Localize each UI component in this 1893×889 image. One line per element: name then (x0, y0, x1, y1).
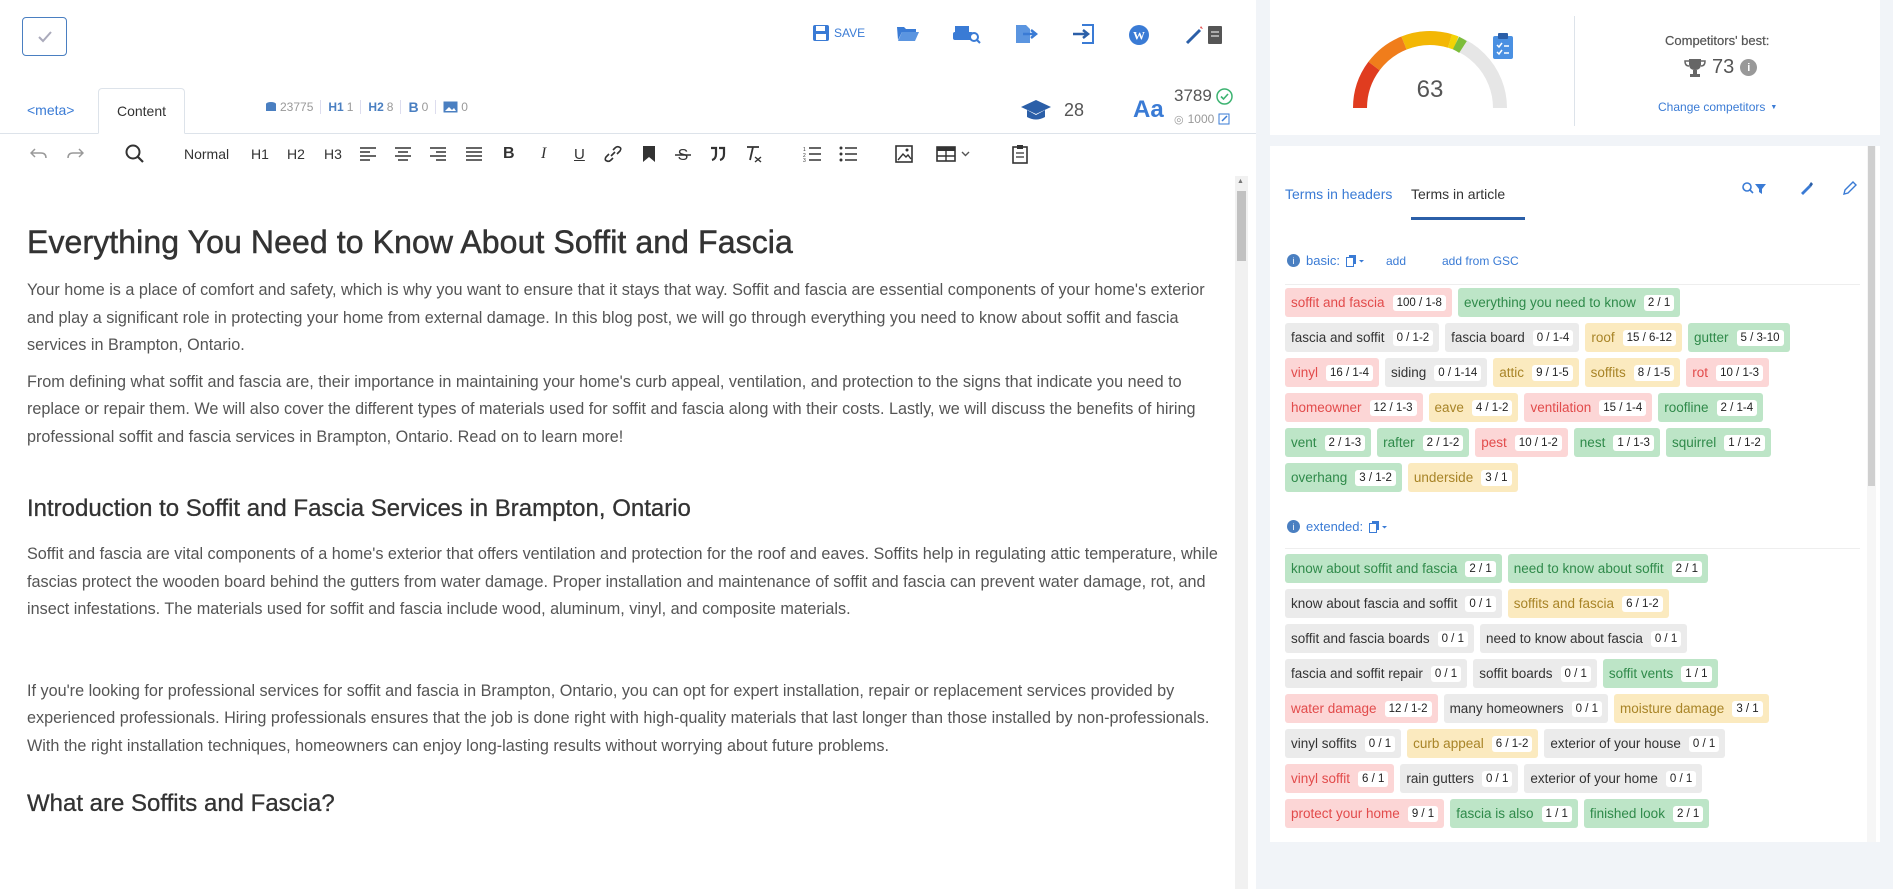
paragraph[interactable]: Soffit and fascia are vital components of a home's exterior that offers ventilation and protection for the roof and eaves. Soffits help in regulating attic temperature, while fascias protect the wooden board behind the gutters from water damage. Proper installation and maintenance of soffit and fascia can prevent water damage, rot, and insect infestations. The materials used for soffit and fascia include wood, aluminum, vinyl, and composite materials. (27, 545, 1218, 618)
term-chip[interactable] (1407, 729, 1538, 758)
term-text: soffit vents (1608, 666, 1674, 681)
h1-count: H1 1 (321, 100, 361, 114)
term-chip[interactable] (1400, 764, 1518, 793)
database-icon (265, 101, 277, 113)
undo-icon[interactable] (30, 144, 48, 164)
term-text: homeowner (1291, 400, 1362, 415)
term-chip[interactable] (1658, 393, 1763, 422)
term-chip[interactable] (1285, 659, 1467, 688)
term-chip[interactable] (1585, 358, 1681, 387)
term-chip[interactable] (1285, 288, 1452, 317)
target-icon: ◎ (1174, 113, 1184, 126)
term-count: 0 / 1 (1431, 666, 1461, 682)
term-chip[interactable] (1285, 393, 1423, 422)
term-chip[interactable] (1585, 323, 1682, 352)
term-chip[interactable] (1285, 729, 1401, 758)
image-icon (443, 101, 458, 113)
term-count: 8 / 1-5 (1634, 365, 1675, 381)
term-count: 3 / 1 (1481, 470, 1511, 486)
bullet-list-icon[interactable] (839, 144, 857, 164)
term-chip[interactable] (1458, 288, 1680, 317)
term-count: 9 / 1 (1408, 806, 1438, 822)
term-text: exterior of your home (1530, 771, 1658, 786)
style-h2[interactable]: H2 (287, 146, 305, 162)
table-icon[interactable] (936, 144, 972, 164)
term-count: 0 / 1 (1365, 736, 1395, 752)
term-chip[interactable] (1285, 589, 1502, 618)
term-text: water damage (1291, 701, 1377, 716)
link-icon[interactable] (604, 144, 622, 164)
term-chip[interactable] (1686, 358, 1769, 387)
highlighter-icon[interactable] (1798, 180, 1814, 196)
term-text: moisture damage (1620, 701, 1725, 716)
term-text: eave (1434, 400, 1464, 415)
term-count: 12 / 1-3 (1370, 400, 1417, 416)
editor-scrollbar[interactable] (1235, 176, 1248, 889)
term-count: 6 / 1 (1358, 771, 1388, 787)
save-icon (812, 24, 830, 42)
search-icon[interactable] (124, 144, 146, 164)
term-chip[interactable] (1524, 393, 1652, 422)
term-chip[interactable] (1475, 428, 1568, 457)
basic-section-header: i basic: add add from GSC (1287, 253, 1519, 268)
education-score: 28 (1020, 98, 1084, 122)
empty-paragraph[interactable] (27, 633, 1222, 669)
term-chip[interactable] (1408, 463, 1518, 492)
term-text: know about soffit and fascia (1291, 561, 1458, 576)
term-text: soffits (1590, 365, 1626, 380)
term-count: 1 / 1-2 (1724, 435, 1765, 451)
info-icon[interactable]: i (1287, 520, 1300, 533)
style-normal[interactable]: Normal (184, 146, 230, 162)
add-button[interactable]: add (1385, 253, 1406, 268)
extended-section-header: i extended: (1287, 519, 1389, 534)
term-chip[interactable] (1544, 729, 1725, 758)
term-text: rafter (1383, 435, 1415, 450)
term-text: fascia and soffit (1291, 330, 1385, 345)
term-count: 0 / 1-14 (1434, 365, 1481, 381)
info-icon[interactable]: i (1287, 254, 1300, 267)
term-chip[interactable] (1614, 694, 1769, 723)
term-text: curb appeal (1413, 736, 1484, 751)
term-text: fascia is also (1456, 806, 1534, 821)
style-h1[interactable]: H1 (251, 146, 269, 162)
term-text: soffit boards (1479, 666, 1553, 681)
term-count: 6 / 1-2 (1622, 596, 1663, 612)
scrollbar-thumb[interactable] (1237, 191, 1246, 261)
paragraph[interactable]: Your home is a place of comfort and safety, which is why you want to ensure that it stays that way. Soffit and fascia are essential components of your home's exterior and play a significant role in protecting your home from external damage. In this blog post, we will go through everything you need to know about soffit and fascia services in Brampton, Ontario. (27, 281, 1205, 354)
term-text: soffit and fascia boards (1291, 631, 1430, 646)
term-count: 2 / 1-2 (1423, 435, 1464, 451)
term-chip[interactable] (1285, 463, 1402, 492)
magic-doc-button[interactable] (1184, 24, 1226, 46)
svg-text:W: W (1133, 28, 1145, 43)
term-text: rain gutters (1406, 771, 1474, 786)
basic-terms-list (1285, 288, 1845, 498)
folder-open-icon (896, 24, 920, 42)
term-chip[interactable] (1493, 358, 1578, 387)
term-count: 2 / 1-4 (1717, 400, 1758, 416)
scrollbar-thumb[interactable] (1868, 146, 1875, 486)
term-text: exterior of your house (1550, 736, 1681, 751)
term-text: roofline (1664, 400, 1709, 415)
pencil-icon[interactable] (1842, 180, 1858, 196)
term-count: 3 / 1-2 (1355, 470, 1396, 486)
content-stats (258, 100, 475, 114)
heading-2[interactable]: What are Soffits and Fascia? (27, 790, 335, 817)
term-text: overhang (1291, 470, 1348, 485)
import-icon (1072, 24, 1096, 44)
term-text: many homeowners (1449, 701, 1564, 716)
style-h3[interactable]: H3 (324, 146, 342, 162)
term-count: 4 / 1-2 (1472, 400, 1513, 416)
term-count: 5 / 3-10 (1737, 330, 1784, 346)
term-chip[interactable] (1666, 428, 1771, 457)
editor-header (0, 0, 1256, 134)
align-center-icon[interactable] (395, 144, 411, 164)
import-button[interactable] (1072, 24, 1096, 44)
term-chip[interactable] (1285, 764, 1394, 793)
term-count: 0 / 1 (1438, 631, 1468, 647)
italic-button[interactable]: I (541, 145, 547, 162)
graduation-cap-icon (1020, 98, 1052, 122)
svg-text:S: S (677, 147, 689, 164)
term-text: attic (1499, 365, 1525, 380)
term-text: nest (1579, 435, 1606, 450)
bookmark-icon[interactable] (642, 144, 656, 164)
term-chip[interactable] (1429, 393, 1519, 422)
wordpress-icon (1128, 24, 1150, 46)
typography-icon[interactable]: Aa (1133, 96, 1164, 123)
term-text: underside (1413, 470, 1474, 485)
divider (1285, 548, 1860, 549)
check-icon (38, 31, 52, 43)
heading-2[interactable]: Introduction to Soffit and Fascia Services in Brampton, Ontario (27, 495, 691, 522)
magic-doc-icon (1184, 24, 1226, 46)
quote-icon[interactable] (710, 144, 726, 164)
term-text: vent (1291, 435, 1317, 450)
term-count: 0 / 1 (1465, 596, 1495, 612)
term-count: 0 / 1-4 (1533, 330, 1574, 346)
search-filter-icon[interactable] (1742, 182, 1768, 196)
term-count: 10 / 1-2 (1515, 435, 1562, 451)
score-panel (1270, 0, 1880, 135)
term-count: 0 / 1 (1651, 631, 1681, 647)
term-count: 0 / 1 (1572, 701, 1602, 717)
term-chip[interactable] (1508, 554, 1708, 583)
check-button[interactable] (22, 17, 67, 56)
term-chip[interactable] (1285, 624, 1474, 653)
save-label: SAVE (834, 26, 866, 40)
image-insert-icon[interactable] (895, 144, 913, 164)
term-text: roof (1591, 330, 1615, 345)
format-toolbar (0, 136, 1256, 172)
term-count: 0 / 1-2 (1393, 330, 1434, 346)
score-value: 63 (1416, 76, 1444, 103)
term-count: 0 / 1 (1689, 736, 1719, 752)
competitors-best: 73 i (1684, 56, 1757, 79)
copy-icon[interactable] (1346, 255, 1366, 267)
scroll-up-arrow[interactable]: ▲ (1237, 178, 1244, 185)
extended-terms-list (1285, 554, 1845, 834)
term-text: soffit and fascia (1291, 295, 1385, 310)
clear-format-icon[interactable] (745, 144, 763, 164)
term-count: 9 / 1-5 (1532, 365, 1573, 381)
align-justify-icon[interactable] (466, 144, 482, 164)
tab-meta[interactable]: <meta> (27, 102, 75, 118)
info-icon[interactable]: i (1740, 59, 1757, 76)
term-count: 10 / 1-3 (1716, 365, 1763, 381)
term-count: 1 / 1-3 (1613, 435, 1654, 451)
term-count: 0 / 1 (1561, 666, 1591, 682)
tab-content-label: Content (116, 103, 167, 119)
copy-icon[interactable] (1369, 521, 1389, 533)
svg-text:1: 1 (803, 147, 806, 153)
paragraph[interactable]: From defining what soffit and fascia are, their importance in maintaining your home's curb appeal, ventilation, and protection to the signs that indicate you need to replace or repair them. We will also cover the different types of materials used for soffit and fascia along with their costs. Lastly, we will discuss the benefits of hiring professional soffit and fascia services in Brampton, Ontario. Read on to learn more! (27, 372, 1196, 446)
document-title[interactable]: Everything You Need to Know About Soffit and Fascia (27, 224, 793, 260)
term-chip[interactable] (1688, 323, 1790, 352)
term-text: need to know about soffit (1513, 561, 1664, 576)
term-count: 2 / 1 (1673, 806, 1703, 822)
term-chip[interactable] (1285, 428, 1371, 457)
open-button[interactable] (896, 24, 920, 42)
trophy-icon (1684, 58, 1706, 78)
term-chip[interactable] (1285, 694, 1438, 723)
clipboard-check-icon[interactable] (1492, 32, 1514, 60)
add-from-gsc-button[interactable]: add from GSC (1442, 253, 1519, 268)
term-count: 1 / 1 (1681, 666, 1711, 682)
term-count: 0 / 1 (1666, 771, 1696, 787)
term-chip[interactable] (1285, 358, 1379, 387)
ordered-list-icon[interactable] (803, 144, 821, 164)
term-text: vinyl soffit (1291, 771, 1351, 786)
bold-button[interactable]: B (503, 145, 515, 162)
active-tab-underline (1411, 217, 1525, 220)
strikethrough-icon[interactable] (675, 144, 691, 164)
term-chip[interactable] (1445, 323, 1579, 352)
term-chip[interactable] (1584, 799, 1709, 828)
clipboard-icon[interactable] (1012, 144, 1028, 164)
term-chip[interactable] (1377, 428, 1469, 457)
term-count: 100 / 1-8 (1393, 295, 1446, 311)
char-target: ◎ 1000 (1174, 112, 1230, 126)
redo-icon[interactable] (66, 144, 84, 164)
term-text: gutter (1694, 330, 1729, 345)
term-text: need to know about fascia (1485, 631, 1643, 646)
term-chip[interactable] (1480, 624, 1687, 653)
term-chip[interactable] (1285, 554, 1502, 583)
change-competitors-button[interactable]: Change competitors ▼ (1658, 100, 1778, 114)
document-body[interactable] (27, 182, 1222, 836)
term-count: 15 / 1-4 (1599, 400, 1646, 416)
underline-button[interactable]: U (574, 145, 585, 163)
align-right-icon[interactable] (430, 144, 446, 164)
h2-count: H2 8 (361, 100, 401, 114)
term-text: pest (1481, 435, 1507, 450)
term-chip[interactable] (1574, 428, 1660, 457)
wordpress-button[interactable] (1128, 24, 1150, 46)
term-count: 6 / 1-2 (1492, 736, 1533, 752)
term-text: everything you need to know (1463, 295, 1636, 310)
term-text: vinyl (1291, 365, 1319, 380)
char-count: 3789 (1174, 86, 1233, 106)
term-chip[interactable] (1473, 659, 1597, 688)
term-chip[interactable] (1450, 799, 1578, 828)
term-chip[interactable] (1603, 659, 1718, 688)
paragraph[interactable]: If you're looking for professional services for soffit and fascia in Brampton, Ontario, you can opt for expert installation, repair or replacement services provided by experienced professionals. Hiring professionals ensures that the job is done right with high-quality materials that last longer than those installed by non-professionals. With the right installation techniques, homeowners can enjoy long-lasting results without worrying about future problems. (27, 681, 1210, 755)
term-count: 16 / 1-4 (1326, 365, 1373, 381)
term-count: 15 / 6-12 (1623, 330, 1676, 346)
term-count: 3 / 1 (1732, 701, 1762, 717)
svg-text:2: 2 (803, 153, 806, 159)
term-text: rot (1692, 365, 1709, 380)
term-text: finished look (1589, 806, 1665, 821)
tab-content[interactable] (98, 88, 185, 134)
term-chip[interactable] (1524, 764, 1702, 793)
term-count: 2 / 1-3 (1325, 435, 1366, 451)
save-button[interactable] (812, 24, 865, 42)
svg-text:3: 3 (803, 158, 806, 164)
divider (1574, 16, 1575, 126)
competitors-label: Competitors' best: (1665, 33, 1770, 48)
term-chip[interactable] (1285, 799, 1444, 828)
term-text: vinyl soffits (1291, 736, 1357, 751)
bold-count: B 0 (401, 100, 436, 114)
tab-terms-in-article[interactable]: Terms in article (1411, 186, 1506, 202)
check-circle-icon (1216, 88, 1233, 105)
term-text: know about fascia and soffit (1291, 596, 1458, 611)
term-text: fascia and soffit repair (1291, 666, 1423, 681)
edit-icon[interactable] (1218, 113, 1230, 125)
term-chip[interactable] (1444, 694, 1608, 723)
export-button[interactable] (1013, 24, 1039, 44)
term-text: soffits and fascia (1513, 596, 1615, 611)
term-chip[interactable] (1385, 358, 1487, 387)
term-count: 0 / 1 (1482, 771, 1512, 787)
term-count: 1 / 1 (1542, 806, 1572, 822)
term-text: ventilation (1530, 400, 1592, 415)
tab-terms-in-headers[interactable]: Terms in headers (1285, 186, 1393, 202)
print-preview-button[interactable] (953, 24, 981, 44)
term-count: 2 / 1 (1465, 561, 1495, 577)
term-count: 2 / 1 (1672, 561, 1702, 577)
term-count: 2 / 1 (1644, 295, 1674, 311)
divider (1285, 284, 1860, 285)
align-left-icon[interactable] (360, 144, 376, 164)
term-chip[interactable] (1508, 589, 1669, 618)
word-count: 23775 (258, 100, 321, 114)
term-chip[interactable] (1285, 323, 1439, 352)
image-count: 0 (436, 100, 475, 114)
export-icon (1013, 24, 1039, 44)
print-preview-icon (953, 24, 981, 44)
terms-scrollbar[interactable] (1867, 146, 1876, 842)
term-text: siding (1391, 365, 1427, 380)
term-text: protect your home (1291, 806, 1400, 821)
term-count: 12 / 1-2 (1385, 701, 1432, 717)
term-text: fascia board (1451, 330, 1525, 345)
caret-down-icon: ▼ (1770, 103, 1778, 111)
term-text: squirrel (1671, 435, 1717, 450)
terms-panel (1270, 146, 1880, 842)
